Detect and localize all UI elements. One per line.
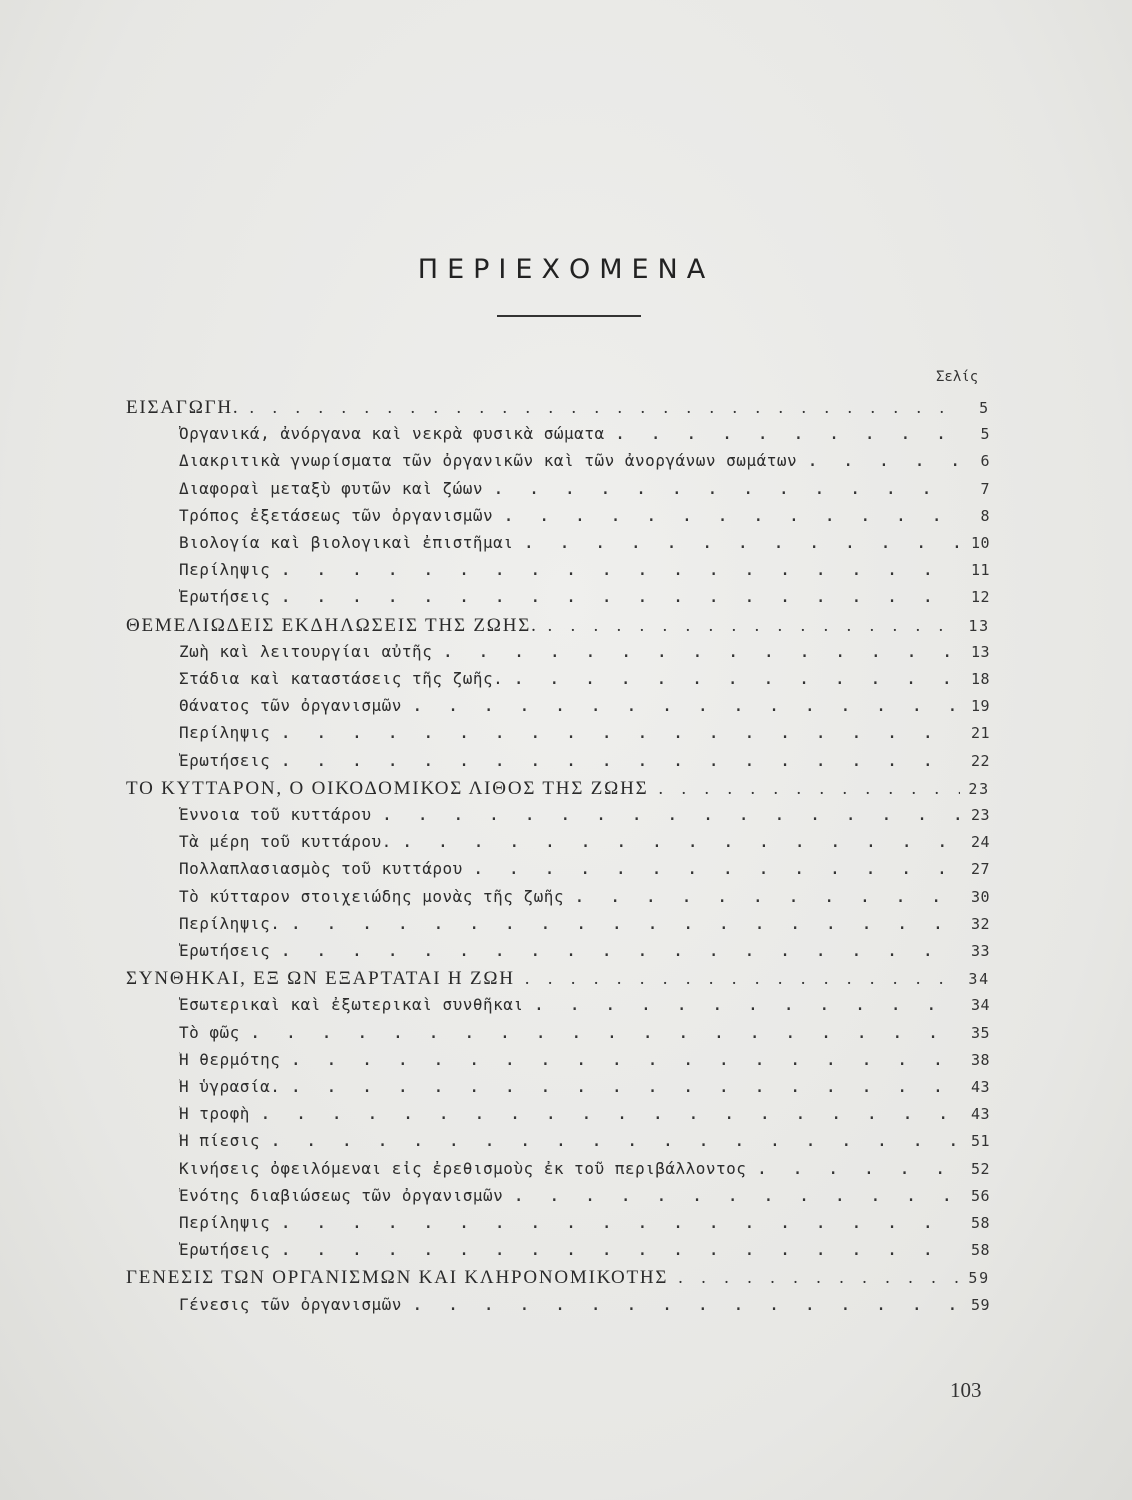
toc-entry-label: Ἡ ὑγρασία. xyxy=(179,1077,281,1096)
toc-entry-label: Περίληψις xyxy=(179,723,271,743)
toc-page-number: 13 xyxy=(968,616,990,635)
toc-entry-row xyxy=(179,856,990,882)
toc-entry-label: Ἐρωτήσεις xyxy=(179,941,271,960)
leader-dots xyxy=(280,1047,960,1073)
toc-section-title: ΓΕΝΕΣΙΣ ΤΩΝ ΟΡΓΑΝΙΣΜΩΝ ΚΑΙ ΚΛΗΡΟΝΟΜΙΚΟΤΗΣ xyxy=(126,1267,669,1289)
toc-page-number: 12 xyxy=(970,588,990,607)
leader-dots xyxy=(524,992,960,1018)
toc-entry-label: Ἡ θερμότης xyxy=(179,1049,281,1069)
leader-dots xyxy=(564,884,960,910)
toc-page-number: 19 xyxy=(970,697,990,716)
toc-entry-row xyxy=(179,1237,990,1263)
toc-entry-label: Τρόπος ἐξετάσεως τῶν ὀργανισμῶν xyxy=(179,505,494,525)
toc-entry-row xyxy=(179,693,990,719)
toc-entry-label: Ἐρωτήσεις xyxy=(179,1240,271,1260)
toc-page-number: 59 xyxy=(968,1269,990,1288)
toc-page-number: 10 xyxy=(970,534,990,552)
leader-dots xyxy=(493,503,960,529)
toc-page-number: 43 xyxy=(970,1078,990,1096)
toc-entry-row xyxy=(179,1074,990,1100)
toc-section-row xyxy=(126,612,990,638)
leader-dots xyxy=(270,938,960,964)
toc-page-number: 58 xyxy=(970,1241,990,1260)
toc-section-row xyxy=(126,775,990,801)
leader-dots xyxy=(483,476,960,502)
leader-dots xyxy=(270,557,960,583)
toc-entry-row xyxy=(179,802,990,828)
leader-dots xyxy=(402,693,960,719)
toc-section-title: ΕΙΣΑΓΩΓΗ. xyxy=(126,397,240,418)
toc-entry-label: Βιολογία καὶ βιολογικαὶ ἐπιστῆμαι xyxy=(179,533,514,552)
toc-entry-label: Ἡ πίεσις xyxy=(179,1131,261,1151)
toc-entry-row xyxy=(179,1183,990,1209)
page-column-label: Σελίς xyxy=(936,369,979,385)
leader-dots xyxy=(280,911,960,937)
leader-dots xyxy=(515,965,960,991)
toc-entry-row xyxy=(179,884,990,910)
toc-entry-row xyxy=(179,476,990,502)
toc-page-number: 23 xyxy=(970,806,990,824)
toc-entry-label: Τὸ κύτταρον στοιχειώδης μονὰς τῆς ζωῆς xyxy=(179,886,565,906)
leader-dots xyxy=(503,666,960,692)
toc-page-number: 22 xyxy=(970,751,990,770)
toc-page-number: 34 xyxy=(968,970,990,989)
toc-entry-row xyxy=(179,448,990,474)
toc-page-number: 21 xyxy=(970,724,990,743)
toc-entry-row xyxy=(179,1210,990,1236)
leader-dots xyxy=(270,1237,960,1263)
toc-entry-label: Περίληψις xyxy=(179,560,271,580)
toc-entry-row xyxy=(179,748,990,774)
toc-entry-row xyxy=(179,1156,990,1182)
leader-dots xyxy=(260,1128,960,1154)
toc-entry-row xyxy=(179,992,990,1018)
toc-entry-row xyxy=(179,1101,990,1127)
page-title: ΠΕΡΙΕΧΟΜΕΝΑ xyxy=(417,254,715,285)
toc-entry-label: Περίληψις. xyxy=(179,913,281,933)
toc-page-number: 38 xyxy=(970,1050,990,1069)
leader-dots xyxy=(270,1210,960,1236)
toc-entry-row xyxy=(179,666,990,692)
toc-entry-row xyxy=(179,1020,990,1046)
toc-entry-label: Γένεσις τῶν ὀργανισμῶν xyxy=(179,1294,402,1314)
toc-entry-label: Θάνατος τῶν ὀργανισμῶν xyxy=(179,696,402,716)
toc-entry-label: Ὀργανικά, ἀνόργανα καὶ νεκρὰ φυσικὰ σώματα xyxy=(179,424,605,444)
toc-page-number: 56 xyxy=(970,1186,990,1205)
toc-entry-row xyxy=(179,421,990,447)
toc-page-number: 24 xyxy=(970,833,990,852)
leader-dots xyxy=(538,612,960,638)
toc-entry-label: Ἐρωτήσεις xyxy=(179,587,271,607)
toc-entry-row xyxy=(179,503,990,529)
toc-page-number: 35 xyxy=(970,1023,990,1042)
toc-page-number: 5 xyxy=(980,425,990,444)
toc-entry-label: Περίληψις xyxy=(179,1213,271,1232)
leader-dots xyxy=(250,1101,960,1127)
toc-page-number: 7 xyxy=(980,479,990,498)
toc-entry-row xyxy=(179,1047,990,1073)
toc-entry-label: Ἡ τροφὴ xyxy=(179,1104,250,1124)
toc-entry-label: Στάδια καὶ καταστάσεις τῆς ζωῆς. xyxy=(179,669,504,688)
leader-dots xyxy=(503,1183,960,1209)
toc-page-number: 52 xyxy=(970,1159,990,1178)
toc-entry-row xyxy=(179,720,990,746)
toc-entry-row xyxy=(179,584,990,610)
toc-entry-label: Κινήσεις ὀφειλόμεναι εἰς ἐρεθισμοὺς ἐκ τοῦ περιβάλλοντος xyxy=(179,1158,747,1178)
toc-entry-row xyxy=(179,938,990,964)
toc-page-number: 11 xyxy=(970,561,990,580)
toc-entry-label: Ζωὴ καὶ λειτουργίαι αὐτῆς xyxy=(179,641,433,661)
toc-entry-label: Ἐσωτερικαὶ καὶ ἐξωτερικαὶ συνθῆκαι xyxy=(179,995,524,1015)
toc-entry-label: Ἐρωτήσεις xyxy=(179,750,271,770)
toc-section-row xyxy=(126,1264,990,1290)
leader-dots xyxy=(797,448,960,474)
toc-page-number: 27 xyxy=(970,860,990,879)
toc-page-number: 58 xyxy=(970,1214,990,1232)
toc-page-number: 8 xyxy=(980,506,990,525)
toc-section-title: ΣΥΝΘΗΚΑΙ, ΕΞ ΩΝ ΕΞΑΡΤΑΤΑΙ Η ΖΩΗ xyxy=(126,968,515,990)
toc-entry-label: Διακριτικὰ γνωρίσματα τῶν ὀργανικῶν καὶ τῶν ἀνοργάνων σωμάτων xyxy=(179,451,798,471)
page-number: 103 xyxy=(950,1378,982,1402)
toc-entry-label: Ἑνότης διαβιώσεως τῶν ὀργανισμῶν xyxy=(179,1185,504,1205)
toc-entry-row xyxy=(179,639,990,665)
leader-dots xyxy=(605,421,960,447)
leader-dots xyxy=(668,1264,960,1290)
leader-dots xyxy=(372,802,960,828)
toc-page-number: 32 xyxy=(970,914,990,933)
leader-dots xyxy=(392,829,960,855)
toc-entry-label: Ἔννοια τοῦ κυττάρου xyxy=(179,805,372,824)
leader-dots xyxy=(239,394,960,420)
leader-dots xyxy=(270,720,960,746)
toc-page-number: 34 xyxy=(970,996,990,1015)
toc-entry-row xyxy=(179,911,990,937)
toc-entry-row xyxy=(179,1292,990,1318)
leader-dots xyxy=(648,775,960,801)
leader-dots xyxy=(270,748,960,774)
toc-page-number: 33 xyxy=(970,942,990,960)
toc-page-number: 18 xyxy=(970,670,990,688)
toc-entry-row xyxy=(179,829,990,855)
leader-dots xyxy=(270,584,960,610)
toc-entry-row xyxy=(179,557,990,583)
leader-dots xyxy=(402,1292,960,1318)
toc-page-number: 5 xyxy=(979,399,990,417)
toc-entry-row xyxy=(179,530,990,556)
leader-dots xyxy=(746,1156,960,1182)
toc-section-title: ΘΕΜΕΛΙΩΔΕΙΣ ΕΚΔΗΛΩΣΕΙΣ ΤΗΣ ΖΩΗΣ. xyxy=(126,614,538,636)
toc-entry-label: Πολλαπλασιασμὸς τοῦ κυττάρου xyxy=(179,859,463,879)
toc-page-number: 13 xyxy=(970,642,990,661)
toc-page-number: 30 xyxy=(970,887,990,906)
toc-page-number: 23 xyxy=(968,779,990,798)
toc-page-number: 43 xyxy=(970,1105,990,1124)
leader-dots xyxy=(280,1074,960,1100)
toc-entry-label: Διαφοραὶ μεταξὺ φυτῶν καὶ ζώων xyxy=(179,478,483,498)
leader-dots xyxy=(240,1020,960,1046)
toc-page-number: 51 xyxy=(970,1132,990,1151)
title-underline xyxy=(497,315,641,317)
leader-dots xyxy=(513,530,960,556)
toc-section-row xyxy=(126,394,990,420)
toc-page-number: 59 xyxy=(970,1295,990,1314)
toc-page-number: 6 xyxy=(980,452,990,471)
toc-section-title: ΤΟ ΚΥΤΤΑΡΟΝ, Ο ΟΙΚΟΔΟΜΙΚΟΣ ΛΙΘΟΣ ΤΗΣ ΖΩΗΣ xyxy=(126,777,649,799)
toc-section-row xyxy=(126,965,990,991)
toc-entry-row xyxy=(179,1128,990,1154)
leader-dots xyxy=(463,856,960,882)
leader-dots xyxy=(432,639,960,665)
toc-entry-label: Τὰ μέρη τοῦ κυττάρου. xyxy=(179,832,392,852)
toc-entry-label: Τὸ φῶς xyxy=(179,1022,240,1042)
